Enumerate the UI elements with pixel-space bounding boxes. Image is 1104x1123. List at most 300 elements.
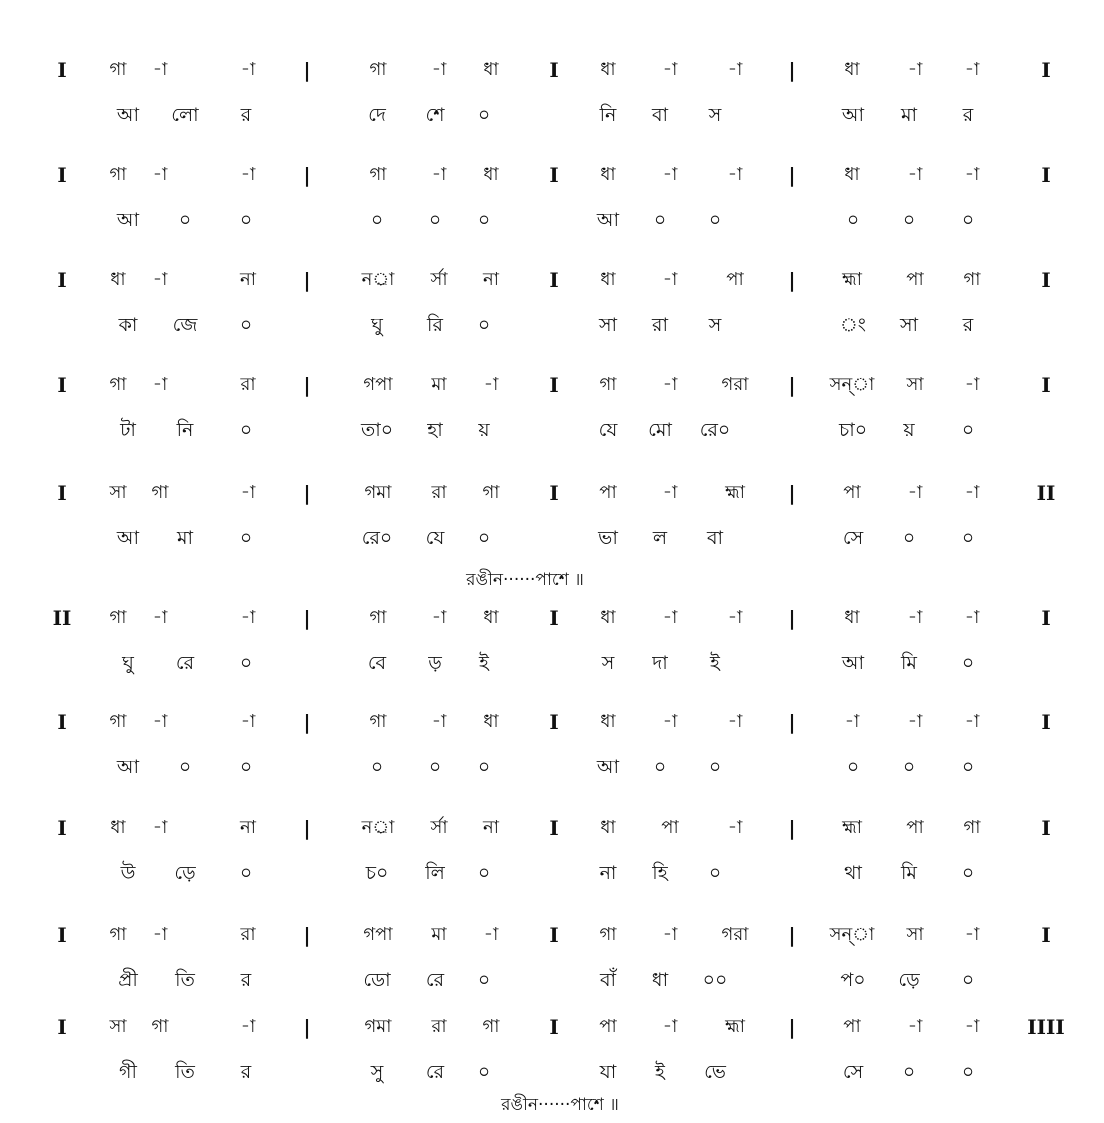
lyric-syllable: রে [425, 1061, 445, 1083]
notation-line [0, 55, 1104, 85]
lyric-syllable: ডো [363, 969, 391, 991]
lyric-syllable: তি [175, 969, 195, 991]
note: -া [964, 711, 980, 732]
note: গা [109, 59, 127, 80]
note: গা [151, 1016, 169, 1037]
bar-line: | [788, 163, 796, 187]
lyric-syllable: ই [655, 1061, 665, 1083]
bar-line: | [788, 923, 796, 947]
bar-line: | [788, 710, 796, 734]
bar-line: I [549, 606, 559, 630]
note: গপা [363, 924, 393, 945]
lyric-line [0, 648, 1104, 678]
note: গা [109, 607, 127, 628]
lyric-syllable: ০ [846, 209, 860, 231]
lyric-syllable: ০ [477, 527, 491, 549]
lyric-syllable: বাঁ [599, 969, 617, 991]
bar-line: | [303, 710, 311, 734]
bar-line: I [549, 1015, 559, 1039]
bar-line: I [1041, 816, 1051, 840]
note: গরা [721, 924, 749, 945]
note: -া [662, 374, 678, 395]
lyric-syllable: র [240, 969, 252, 991]
note: না [240, 269, 256, 290]
lyric-syllable: ০ [961, 756, 975, 778]
lyric-syllable: সা [598, 314, 618, 336]
lyric-syllable: মো [648, 419, 672, 441]
note: হ্মা [842, 817, 862, 838]
note: -া [964, 374, 980, 395]
lyric-syllable: না [599, 862, 617, 884]
note: সন্া [829, 924, 875, 945]
lyric-syllable: স [601, 652, 615, 674]
bar-line: I [57, 373, 67, 397]
note: -া [152, 711, 168, 732]
note: ধা [483, 711, 499, 732]
bar-line: | [303, 1015, 311, 1039]
note: -া [662, 482, 678, 503]
note: ধা [600, 711, 616, 732]
note: পা [906, 817, 924, 838]
note: -া [844, 711, 860, 732]
note: -া [662, 607, 678, 628]
note: সন্া [829, 374, 875, 395]
note: র্সা [430, 269, 448, 290]
note: -া [662, 164, 678, 185]
note: -া [727, 59, 743, 80]
lyric-syllable: ০ [239, 209, 253, 231]
bar-line: | [788, 373, 796, 397]
lyric-line [0, 752, 1104, 782]
lyric-syllable: ০ [902, 209, 916, 231]
note: -া [727, 817, 743, 838]
lyric-syllable: মি [901, 862, 917, 884]
note: -া [907, 482, 923, 503]
note: -া [964, 924, 980, 945]
note: -া [662, 269, 678, 290]
lyric-syllable: র [962, 104, 974, 126]
lyric-syllable: স [708, 104, 722, 126]
lyric-syllable: চা০ [838, 419, 868, 441]
lyric-syllable: গী [119, 1061, 137, 1083]
notation-line [0, 265, 1104, 295]
lyric-syllable: আ [116, 527, 140, 549]
note: হ্মা [842, 269, 862, 290]
note: হ্মা [725, 482, 745, 503]
lyric-syllable: ০ [961, 527, 975, 549]
lyric-syllable: সে [842, 527, 864, 549]
lyric-line [0, 858, 1104, 888]
bar-line: I [549, 58, 559, 82]
lyric-syllable: সু [370, 1061, 384, 1083]
note: -া [727, 711, 743, 732]
bar-line: I [57, 816, 67, 840]
lyric-line [0, 1057, 1104, 1087]
bar-line: I [549, 268, 559, 292]
note: -া [431, 59, 447, 80]
note: পা [843, 482, 861, 503]
lyric-syllable: ড়ে [898, 969, 920, 991]
note: পা [599, 482, 617, 503]
lyric-syllable: ভে [704, 1061, 726, 1083]
note: -া [483, 924, 499, 945]
note: -া [662, 924, 678, 945]
note: নর্া [361, 269, 395, 290]
lyric-syllable: ০ [961, 652, 975, 674]
note: -া [431, 607, 447, 628]
lyric-syllable: ০ [370, 756, 384, 778]
lyric-syllable: ০ [239, 652, 253, 674]
note: -া [483, 374, 499, 395]
bar-line: I [549, 923, 559, 947]
note: ধা [600, 269, 616, 290]
note: -া [907, 1016, 923, 1037]
lyric-syllable: লি [425, 862, 445, 884]
lyric-syllable: মি [901, 652, 917, 674]
notation-line [0, 920, 1104, 950]
note: মা [431, 924, 447, 945]
note: গা [599, 924, 617, 945]
lyric-syllable: জে [172, 314, 198, 336]
lyric-syllable: ০ [708, 862, 722, 884]
lyric-syllable: আ [596, 209, 620, 231]
lyric-syllable: রে [425, 969, 445, 991]
note: গা [369, 711, 387, 732]
lyric-syllable: ঘু [371, 314, 383, 336]
lyric-syllable: ০ [239, 862, 253, 884]
bar-line: | [303, 481, 311, 505]
notation-line [0, 707, 1104, 737]
note: গা [109, 164, 127, 185]
lyric-syllable: কা [118, 314, 138, 336]
note: হ্মা [725, 1016, 745, 1037]
note: -া [240, 164, 256, 185]
note: রা [240, 924, 256, 945]
note: -া [662, 711, 678, 732]
note: -া [152, 607, 168, 628]
note: -া [431, 164, 447, 185]
note: গা [963, 817, 981, 838]
note: ধা [110, 269, 126, 290]
bar-line: | [788, 58, 796, 82]
note: গা [369, 164, 387, 185]
note: ধা [483, 607, 499, 628]
note: -া [240, 59, 256, 80]
lyric-syllable: ০ [961, 1061, 975, 1083]
note: গা [369, 607, 387, 628]
bar-line: | [788, 481, 796, 505]
refrain-text: রঙীন······পাশে ॥ [466, 570, 584, 590]
note: গা [599, 374, 617, 395]
note: ধা [844, 607, 860, 628]
lyric-syllable: ০ [961, 209, 975, 231]
note: -া [964, 1016, 980, 1037]
bar-line: | [303, 923, 311, 947]
lyric-syllable: ০ [477, 314, 491, 336]
lyric-syllable: সে [842, 1061, 864, 1083]
lyric-syllable: ০ [653, 209, 667, 231]
lyric-syllable: নি [176, 419, 194, 441]
note: -া [240, 607, 256, 628]
lyric-syllable: ০ [902, 756, 916, 778]
lyric-syllable: ০ [239, 756, 253, 778]
lyric-syllable: হা [427, 419, 443, 441]
lyric-syllable: আ [116, 104, 140, 126]
note: -া [152, 164, 168, 185]
lyric-syllable: ০০ [702, 969, 728, 991]
lyric-syllable: ড় [428, 652, 442, 674]
notation-line [0, 478, 1104, 508]
lyric-syllable: নি [599, 104, 617, 126]
bar-line: I [57, 1015, 67, 1039]
lyric-syllable: উ [120, 862, 136, 884]
note: সা [109, 482, 127, 503]
lyric-syllable: আ [841, 104, 865, 126]
notation-line [0, 1012, 1104, 1042]
note: ধা [483, 59, 499, 80]
note: গা [369, 59, 387, 80]
lyric-syllable: র [240, 104, 252, 126]
lyric-syllable: র [962, 314, 974, 336]
note: -া [152, 924, 168, 945]
note: -া [240, 482, 256, 503]
note: -া [152, 269, 168, 290]
lyric-syllable: রি [427, 314, 443, 336]
lyric-syllable: বা [651, 104, 669, 126]
lyric-syllable: সা [899, 314, 919, 336]
lyric-syllable: ০ [477, 209, 491, 231]
note: গা [482, 1016, 500, 1037]
bar-line: II [1036, 481, 1056, 505]
lyric-syllable: শে [425, 104, 445, 126]
note: নর্া [361, 817, 395, 838]
note: রা [431, 482, 447, 503]
note: পা [843, 1016, 861, 1037]
bar-line: I [57, 268, 67, 292]
lyric-syllable: দা [652, 652, 668, 674]
note: পা [661, 817, 679, 838]
bar-line: I [1041, 710, 1051, 734]
note: না [483, 817, 499, 838]
lyric-syllable: মা [176, 527, 194, 549]
bar-line: I [57, 163, 67, 187]
note: -া [964, 482, 980, 503]
note: -া [907, 607, 923, 628]
lyric-syllable: স [708, 314, 722, 336]
lyric-syllable: ০ [178, 209, 192, 231]
note: -া [240, 1016, 256, 1037]
bar-line: I [57, 58, 67, 82]
lyric-syllable: তি [175, 1061, 195, 1083]
lyric-syllable: ০ [477, 756, 491, 778]
bar-line: II [52, 606, 72, 630]
note: গপা [363, 374, 393, 395]
lyric-syllable: মা [900, 104, 918, 126]
bar-line: | [303, 606, 311, 630]
lyric-syllable: ই [479, 652, 489, 674]
note: না [240, 817, 256, 838]
lyric-line [0, 310, 1104, 340]
lyric-line [0, 965, 1104, 995]
lyric-syllable: টা [120, 419, 136, 441]
note: গমা [364, 1016, 392, 1037]
note: গা [482, 482, 500, 503]
bar-line: | [788, 268, 796, 292]
lyric-syllable: হি [652, 862, 668, 884]
bar-line: I [57, 923, 67, 947]
note: সা [109, 1016, 127, 1037]
bar-line: I [1041, 923, 1051, 947]
bar-line: | [788, 606, 796, 630]
refrain-line [0, 1090, 1104, 1120]
note: পা [906, 269, 924, 290]
bar-line: | [788, 816, 796, 840]
lyric-syllable: রে [175, 652, 195, 674]
bar-line: I [1041, 606, 1051, 630]
note: গরা [721, 374, 749, 395]
lyric-syllable: রে০ [361, 527, 393, 549]
lyric-syllable: ০ [961, 862, 975, 884]
lyric-line [0, 415, 1104, 445]
notation-line [0, 160, 1104, 190]
lyric-syllable: ০ [708, 209, 722, 231]
bar-line: I [57, 481, 67, 505]
note: গা [109, 374, 127, 395]
bar-line: I [549, 163, 559, 187]
bar-line: I [549, 816, 559, 840]
note: -া [727, 164, 743, 185]
bar-line: | [303, 816, 311, 840]
lyric-syllable: প০ [840, 969, 866, 991]
lyric-syllable: ০ [428, 756, 442, 778]
bar-line: I [1041, 58, 1051, 82]
bar-line: I [549, 481, 559, 505]
note: ধা [600, 817, 616, 838]
lyric-syllable: ০ [239, 314, 253, 336]
bar-line: | [303, 163, 311, 187]
lyric-syllable: ০ [370, 209, 384, 231]
note: গা [151, 482, 169, 503]
note: রা [240, 374, 256, 395]
lyric-syllable: ০ [961, 419, 975, 441]
note: না [483, 269, 499, 290]
lyric-line [0, 205, 1104, 235]
lyric-syllable: ০ [178, 756, 192, 778]
note: রা [431, 1016, 447, 1037]
note: ধা [844, 164, 860, 185]
lyric-syllable: আ [116, 756, 140, 778]
lyric-syllable: আ [841, 652, 865, 674]
bar-line: I [1041, 373, 1051, 397]
note: র্সা [430, 817, 448, 838]
lyric-syllable: ০ [708, 756, 722, 778]
note: -া [662, 59, 678, 80]
bar-line: IIII [1027, 1015, 1065, 1039]
lyric-syllable: যে [598, 419, 618, 441]
lyric-syllable: প্রী [118, 969, 138, 991]
note: -া [431, 711, 447, 732]
lyric-syllable: ভা [598, 527, 618, 549]
bar-line: | [303, 268, 311, 292]
note: ধা [844, 59, 860, 80]
lyric-syllable: ০ [902, 527, 916, 549]
lyric-syllable: থা [844, 862, 862, 884]
note: ধা [600, 59, 616, 80]
lyric-syllable: ০ [477, 862, 491, 884]
lyric-syllable: দে [368, 104, 386, 126]
lyric-syllable: চ০ [365, 862, 389, 884]
lyric-syllable: আ [116, 209, 140, 231]
bar-line: I [549, 373, 559, 397]
bar-line: I [549, 710, 559, 734]
note: সা [906, 924, 924, 945]
note: পা [599, 1016, 617, 1037]
notation-line [0, 813, 1104, 843]
note: -া [907, 164, 923, 185]
lyric-syllable: ড়ে [174, 862, 196, 884]
note: -া [152, 59, 168, 80]
note: -া [152, 817, 168, 838]
note: পা [726, 269, 744, 290]
lyric-syllable: ০ [239, 527, 253, 549]
note: সা [906, 374, 924, 395]
lyric-syllable: আ [596, 756, 620, 778]
note: গা [109, 711, 127, 732]
lyric-syllable: রে০ [699, 419, 731, 441]
lyric-syllable: ং [840, 314, 866, 336]
note: -া [662, 1016, 678, 1037]
lyric-syllable: য় [478, 419, 490, 441]
lyric-syllable: ০ [477, 104, 491, 126]
bar-line: | [788, 1015, 796, 1039]
note: গমা [364, 482, 392, 503]
note: -া [964, 164, 980, 185]
lyric-syllable: ০ [428, 209, 442, 231]
note: ধা [483, 164, 499, 185]
note: -া [152, 374, 168, 395]
notation-line [0, 603, 1104, 633]
lyric-syllable: ০ [846, 756, 860, 778]
lyric-syllable: য় [903, 419, 915, 441]
note: গা [963, 269, 981, 290]
note: -া [907, 59, 923, 80]
lyric-syllable: বা [706, 527, 724, 549]
lyric-syllable: লো [171, 104, 199, 126]
note: -া [907, 711, 923, 732]
bar-line: I [1041, 163, 1051, 187]
note: ধা [600, 607, 616, 628]
lyric-syllable: যে [425, 527, 445, 549]
lyric-syllable: তা০ [360, 419, 394, 441]
lyric-syllable: র [240, 1061, 252, 1083]
note: গা [109, 924, 127, 945]
notation-line [0, 370, 1104, 400]
note: মা [431, 374, 447, 395]
lyric-syllable: যা [599, 1061, 617, 1083]
lyric-syllable: ০ [961, 969, 975, 991]
lyric-syllable: ই [710, 652, 720, 674]
lyric-syllable: বে [367, 652, 387, 674]
note: ধা [600, 164, 616, 185]
bar-line: I [57, 710, 67, 734]
lyric-line [0, 100, 1104, 130]
note: -া [727, 607, 743, 628]
lyric-syllable: ধা [651, 969, 669, 991]
note: ধা [110, 817, 126, 838]
lyric-syllable: ০ [653, 756, 667, 778]
refrain-text: রঙীন······পাশে ॥ [501, 1095, 619, 1115]
refrain-line [0, 565, 1104, 595]
